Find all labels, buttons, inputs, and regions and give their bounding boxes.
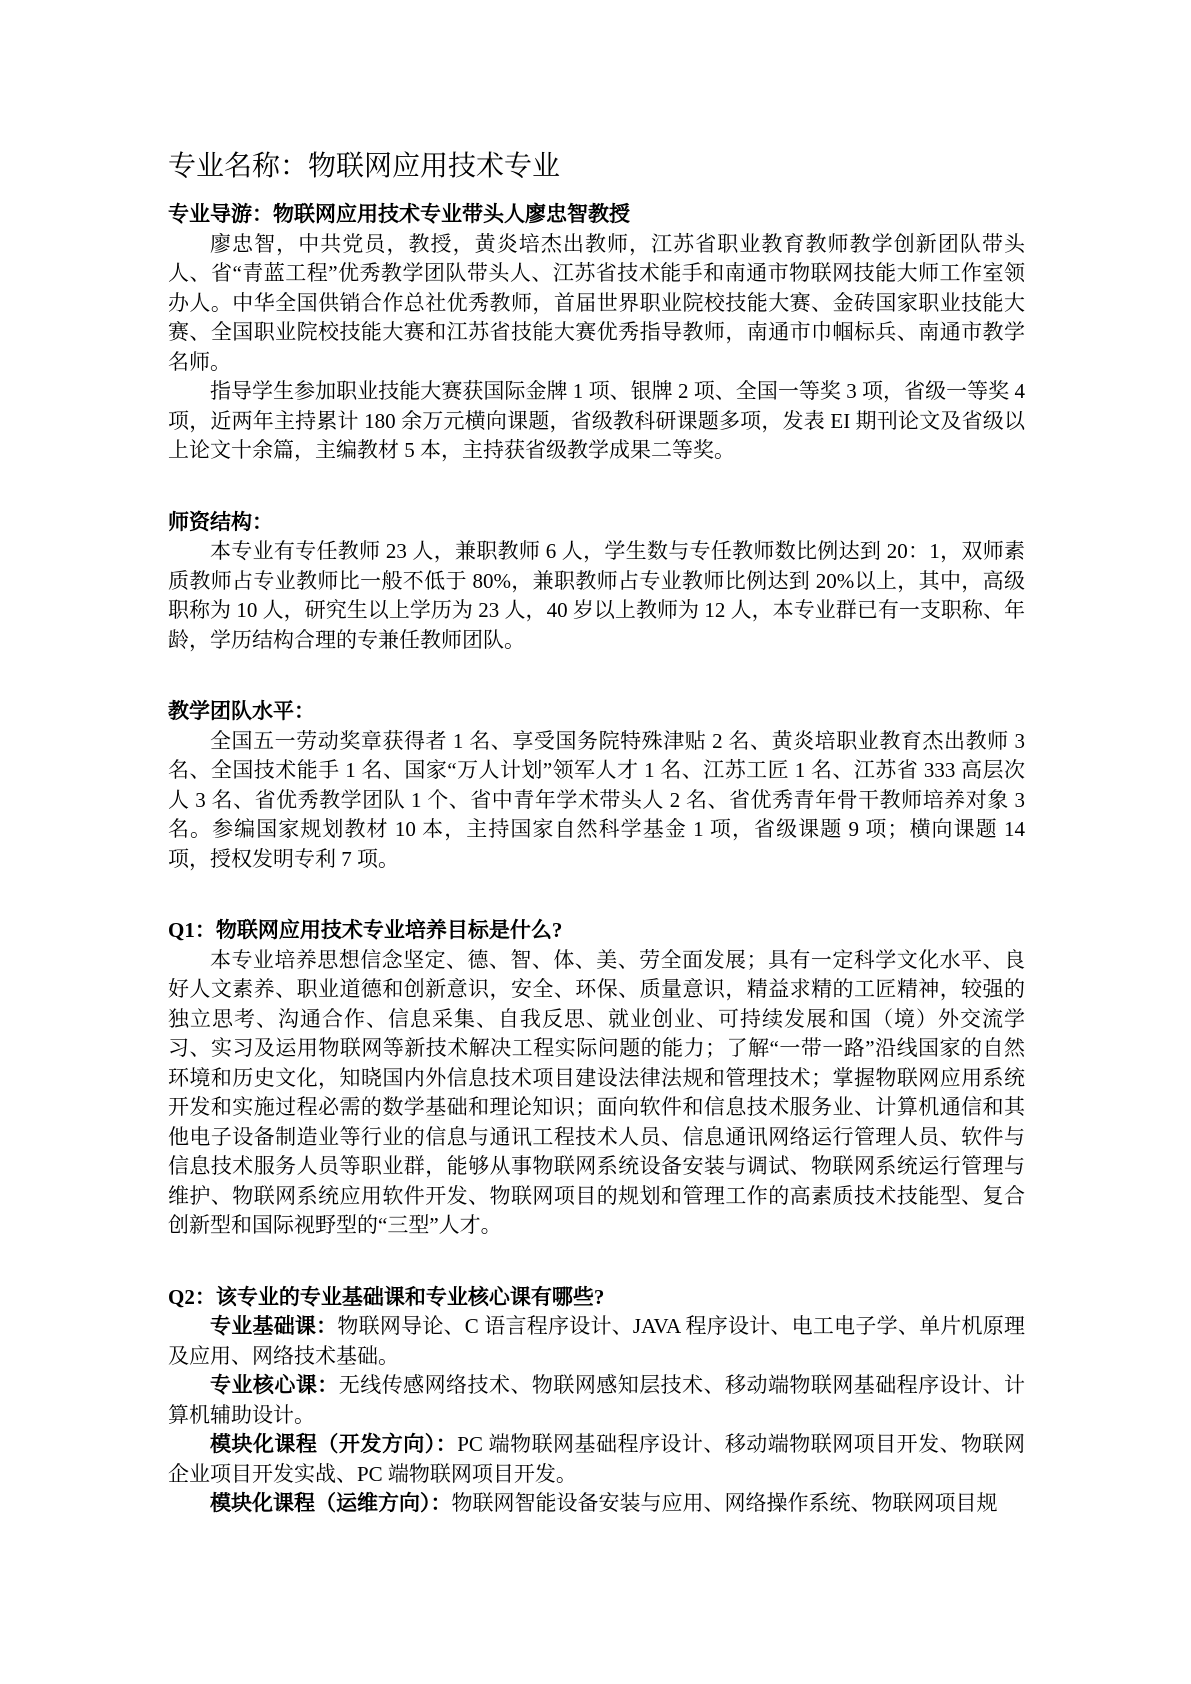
module-operations-label: 模块化课程（运维方向）： xyxy=(210,1491,452,1515)
section-heading-major-guide: 专业导游：物联网应用技术专业带头人廖忠智教授 xyxy=(168,202,630,226)
page-title: 专业名称：物联网应用技术专业 xyxy=(168,151,561,182)
module-operations-list: 物联网智能设备安装与应用、网络操作系统、物联网项目规 xyxy=(451,1491,998,1515)
question-1-heading: Q1：物联网应用技术专业培养目标是什么? xyxy=(168,918,563,942)
basic-courses-label: 专业基础课： xyxy=(210,1314,338,1338)
paragraph-module-courses-development xyxy=(168,1430,1025,1489)
paragraph-q1-answer: 本专业培养思想信念坚定、德、智、体、美、劳全面发展；具有一定科学文化水平、良好人文素养、职业道德和创新意识，安全、环保、质量意识，精益求精的工匠精神，较强的独立思考、沟通合作、信息采集、自我反思、就业创业、可持续发展和国（境）外交流学习、实习及运用物联网等新技术解决工程实际问题的能力；了解“一带一路”沿线国家的自然环境和历史文化，知晓国内外信息技术项目建设法律法规和管理技术；掌握物联网应用系统开发和实施过程必需的数学基础和理论知识；面向软件和信息技术服务业、计算机通信和其他电子设备制造业等行业的信息与通讯工程技术人员、信息通讯网络运行管理人员、软件与信息技术服务人员等职业群，能够从事物联网系统设备安装与调试、物联网系统运行管理与维护、物联网系统应用软件开发、物联网项目的规划和管理工作的高素质技术技能型、复合创新型和国际视野型的“三型”人才。 xyxy=(168,947,1025,1237)
section-heading-teaching-team-level: 教学团队水平： xyxy=(168,699,315,723)
paragraph-module-courses-operations xyxy=(168,1489,1025,1519)
core-courses-list: 无线传感网络技术、物联网感知层技术、移动端物联网基础程序设计、计算机辅助设计。 xyxy=(168,1373,1026,1427)
paragraph-professor-bio: 廖忠智，中共党员，教授，黄炎培杰出教师，江苏省职业教育教师教学创新团队带头人、省“青蓝工程”优秀教学团队带头人、江苏省技术能手和南通市物联网技能大师工作室领办人。中华全国供销合作总社优秀教师，首届世界职业院校技能大赛、金砖国家职业技能大赛、全国职业院校技能大赛和江苏省技能大赛优秀指导教师，南通市巾帼标兵、南通市教学名师。 xyxy=(168,231,1025,374)
paragraph-teaching-team-level: 全国五一劳动奖章获得者 1 名、享受国务院特殊津贴 2 名、黄炎培职业教育杰出教师 3 名、全国技术能手 1 名、国家“万人计划”领军人才 1 名、江苏工匠 1 名、江苏省 333 高层次人 3 名、省优秀教学团队 1 个、省中青年学术带头人 2 名、省优秀青年骨干教师培养对象 3 名。参编国家规划教材 10 本，主持国家自然科学基金 1 项，省级课题 9 项；横向课题 14 项，授权发明专利 7 项。 xyxy=(168,728,1025,871)
module-development-label: 模块化课程（开发方向）： xyxy=(210,1432,458,1456)
paragraph-basic-courses xyxy=(168,1312,1025,1371)
basic-courses-list: 物联网导论、C 语言程序设计、JAVA 程序设计、电工电子学、单片机原理及应用、网络技术基础。 xyxy=(168,1314,1025,1368)
section-heading-faculty-structure: 师资结构： xyxy=(168,509,273,534)
paragraph-core-courses xyxy=(168,1371,1025,1430)
paragraph-faculty-structure: 本专业有专任教师 23 人，兼职教师 6 人，学生数与专任教师数比例达到 20：1，双师素质教师占专业教师比一般不低于 80%，兼职教师占专业教师比例达到 20%以上，其中，高级职称为 10 人，研究生以上学历为 23 人，40 岁以上教师为 12 人，本专业群已有一支职称、年龄，学历结构合理的专兼任教师团队。 xyxy=(168,539,1025,652)
paragraph-professor-achievements: 指导学生参加职业技能大赛获国际金牌 1 项、银牌 2 项、全国一等奖 3 项，省级一等奖 4 项，近两年主持累计 180 余万元横向课题，省级教科研课题多项，发表 EI 期刊论文及省级以上论文十余篇，主编教材 5 本，主持获省级教学成果二等奖。 xyxy=(168,379,1025,462)
question-2-heading: Q2：该专业的专业基础课和专业核心课有哪些? xyxy=(168,1284,605,1309)
core-courses-label: 专业核心课： xyxy=(210,1373,339,1397)
module-development-list: PC 端物联网基础程序设计、移动端物联网项目开发、物联网企业项目开发实战、PC 端物联网项目开发。 xyxy=(168,1432,1026,1486)
